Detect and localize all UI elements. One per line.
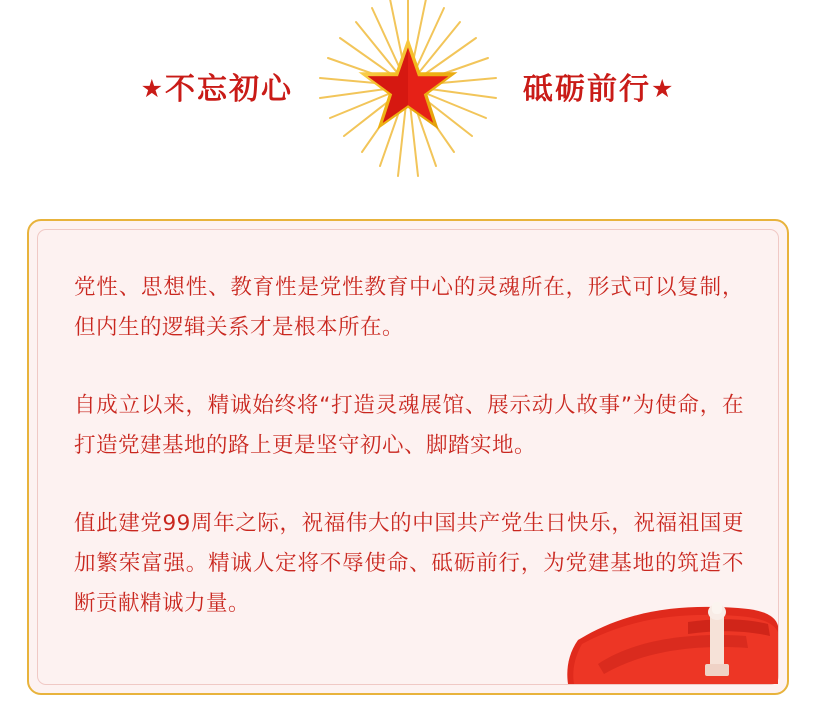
star-emblem	[333, 11, 483, 161]
header-banner	[0, 0, 816, 200]
slogan-left-text: 不忘初心	[165, 72, 293, 107]
paragraph-1: 党性、思想性、教育性是党性教育中心的灵魂所在，形式可以复制，但内生的逻辑关系才是根本所在。	[74, 275, 744, 340]
paragraph-2: 自成立以来，精诚始终将“打造灵魂展馆、展示动人故事”为使命，在打造党建基地的路上更是坚守初心、脚踏实地。	[74, 393, 744, 458]
slogan-left	[141, 64, 293, 108]
paragraph-3: 值此建党99周年之际，祝福伟大的中国共产党生日快乐，祝福祖国更加繁荣富强。精诚人定将不辱使命、砥砺前行，为党建基地的筑造不断贡献精诚力量。	[74, 511, 744, 616]
five-pointed-star-icon	[356, 34, 460, 138]
card-body-text	[74, 268, 744, 624]
slogan-right	[523, 64, 675, 108]
header-content	[0, 0, 816, 200]
slogan-right-text: 砥砺前行	[523, 72, 651, 107]
content-card	[27, 219, 789, 695]
content-card-inner	[37, 229, 779, 685]
header-title	[141, 11, 676, 161]
star-icon-left: ★	[140, 74, 165, 103]
star-icon-right: ★	[651, 74, 676, 103]
